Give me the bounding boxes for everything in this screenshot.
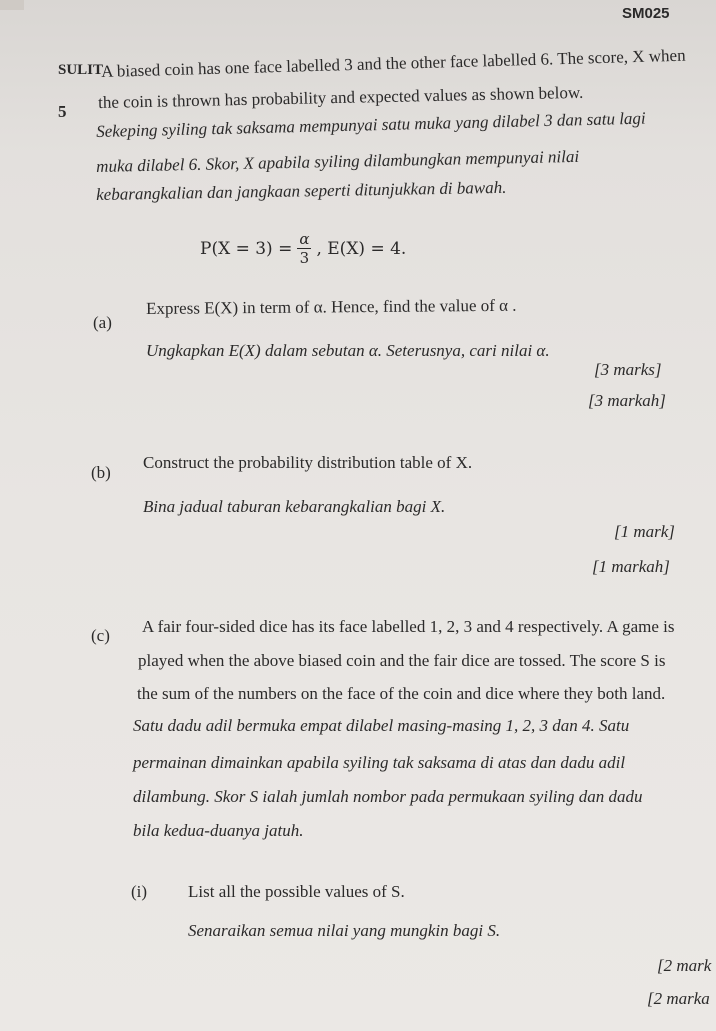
paper-corner-mark [0,0,24,10]
part-c-i-en: List all the possible values of S. [188,882,405,901]
part-c-label: (c) [91,626,110,645]
part-b-en: Construct the probability distribution table of X. [143,453,473,472]
part-c-i-my: Senaraikan semua nilai yang mungkin bagi S. [188,921,501,940]
probability-formula [200,232,406,266]
formula-lhs: P(X = 3) = [200,239,293,259]
part-a-en: Express E(X) in term of α. Hence, find the value of α . [145,295,517,318]
formula-numerator: α [299,230,310,248]
part-c-my-line-1: Satu dadu adil bermuka empat dilabel masing-masing 1, 2, 3 dan 4. Satu [133,716,630,735]
part-b-label: (b) [91,463,111,482]
question-my-line-3: kebarangkalian dan jangkaan seperti ditunjukkan di bawah. [95,177,507,204]
part-b-marks-my: [1 markah] [592,557,670,576]
part-b-my: Bina jadual taburan kebarangkalian bagi X. [143,497,446,516]
part-c-en-line-2: played when the above biased coin and the fair dice are tossed. The score S is [138,651,666,670]
part-c-i-label: (i) [131,882,148,901]
part-a-label: (a) [93,313,112,332]
part-c-my-line-2: permainan dimainkan apabila syiling tak saksama di atas dan dadu adil [133,753,626,772]
formula-fraction [297,232,311,266]
part-c-i-marks-en: [2 mark [657,956,712,975]
question-my-line-1: Sekeping syiling tak saksama mempunyai satu muka yang dilabel 3 dan satu lagi [95,108,646,141]
sulit-label: SULIT [58,62,104,78]
part-c-en-line-3: the sum of the numbers on the face of the coin and dice where they both land. [137,684,666,703]
question-en-line-1: A biased coin has one face labelled 3 and the other face labelled 6. The score, X when [100,45,686,81]
question-number: 5 [58,102,67,121]
question-my-line-2: muka dilabel 6. Skor, X apabila syiling dilambungkan mempunyai nilai [95,146,580,176]
formula-rhs: , E(X) = 4. [316,239,407,259]
part-c-en-line-1: A fair four-sided dice has its face labelled 1, 2, 3 and 4 respectively. A game is [142,617,675,636]
question-en-line-2: the coin is thrown has probability and expected values as shown below. [97,82,584,112]
part-a-my: Ungkapkan E(X) dalam sebutan α. Seterusnya, cari nilai α. [146,341,550,360]
part-b-marks-en: [1 mark] [614,522,675,541]
part-a-marks-en: [3 marks] [594,360,662,379]
part-c-i-marks-my: [2 marka [647,989,710,1008]
part-a-marks-my: [3 markah] [588,391,666,410]
part-c-my-line-4: bila kedua-duanya jatuh. [133,821,304,840]
part-c-my-line-3: dilambung. Skor S ialah jumlah nombor pada permukaan syiling dan dadu [133,787,643,806]
subject-code: SM025 [622,5,670,22]
formula-denominator: 3 [299,249,310,267]
